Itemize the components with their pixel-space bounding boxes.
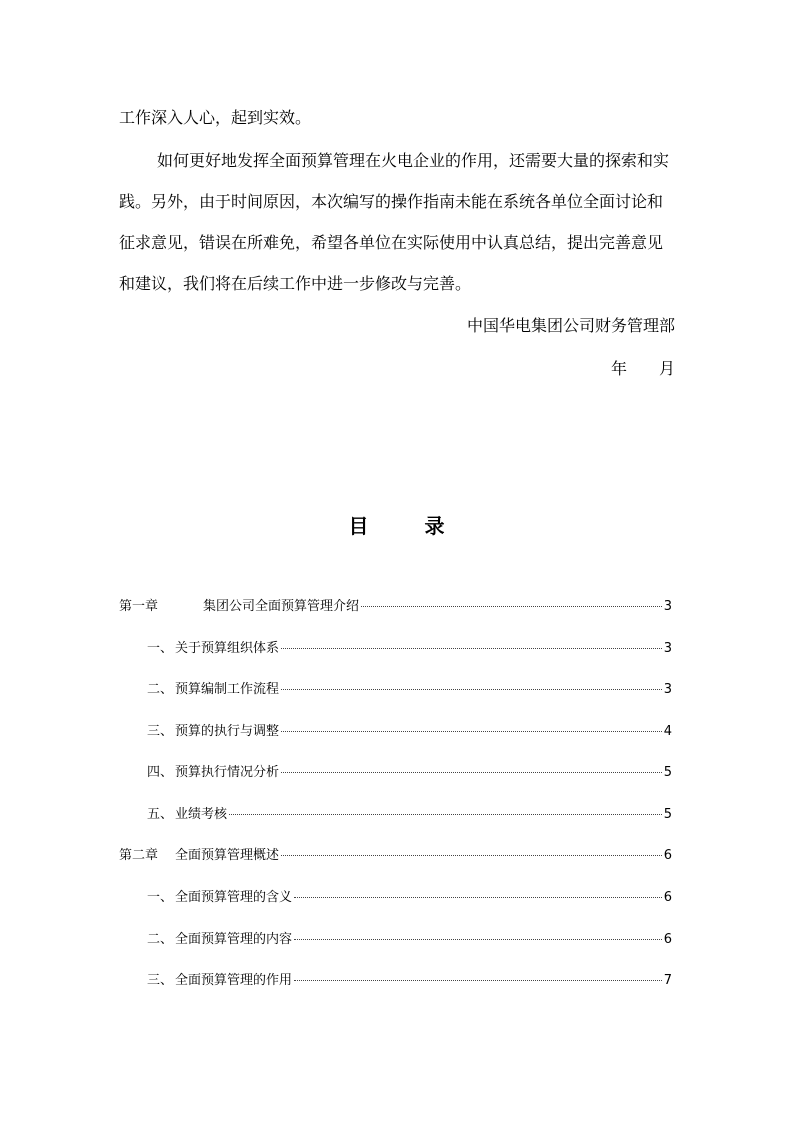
toc-page-number: 4 — [663, 724, 672, 739]
toc-entry-number: 二、 — [147, 932, 174, 947]
toc-title-char: 录 — [424, 514, 445, 538]
toc-entry-number: 一、 — [147, 890, 174, 905]
toc-dot-leader — [294, 980, 662, 981]
toc-page-number: 6 — [663, 848, 672, 863]
toc-entry-number: 一、 — [147, 641, 174, 656]
toc-dot-leader — [281, 648, 662, 649]
toc-entry-label: 全面预算管理概述 — [175, 848, 280, 863]
toc-entry-section[interactable] — [147, 723, 672, 741]
toc-entry-label: 关于预算组织体系 — [175, 641, 280, 656]
toc-page-number: 7 — [663, 973, 672, 988]
signature-date — [611, 357, 675, 381]
toc-entry-number: 三、 — [147, 724, 174, 739]
toc-entry-section[interactable] — [147, 806, 672, 824]
body-paragraph: 工作深入人心，起到实效。 — [119, 108, 312, 127]
toc-entry-number: 二、 — [147, 682, 174, 697]
toc-dot-leader — [361, 606, 662, 607]
toc-entry-label: 集团公司全面预算管理介绍 — [203, 599, 360, 614]
toc-entry-chapter-1[interactable] — [119, 598, 672, 616]
toc-dot-leader — [294, 897, 662, 898]
body-paragraph: 如何更好地发挥全面预算管理在火电企业的作用，还需要大量的探索和实践。另外，由于时间原因，本次编写的操作指南未能在系统各单位全面讨论和征求意见，错误在所难免，希望各单位在实际使用中认真总结，提出完善意见和建议，我们将在后续工作中进一步修改与完善。 — [119, 151, 670, 293]
signature-month-label: 月 — [658, 359, 675, 378]
toc-page-number: 6 — [663, 932, 672, 947]
toc-entry-number: 四、 — [147, 765, 174, 780]
toc-entry-label: 预算编制工作流程 — [175, 682, 280, 697]
toc-page-number: 5 — [663, 807, 672, 822]
toc-entry-section[interactable] — [147, 889, 672, 907]
toc-page-number: 6 — [663, 890, 672, 905]
signature-year-label: 年 — [610, 359, 627, 378]
toc-entry-section[interactable] — [147, 640, 672, 658]
toc-page-number: 3 — [663, 682, 672, 697]
toc-dot-leader — [281, 731, 662, 732]
toc-dot-leader — [281, 772, 662, 773]
toc-entry-label: 预算执行情况分析 — [175, 765, 280, 780]
toc-title — [0, 512, 793, 540]
toc-entry-chapter-2[interactable] — [119, 847, 672, 865]
toc-entry-label: 预算的执行与调整 — [175, 724, 280, 739]
toc-entry-section[interactable] — [147, 931, 672, 949]
toc-entry-section[interactable] — [147, 764, 672, 782]
toc-title-char: 目 — [348, 514, 369, 538]
toc-dot-leader — [294, 939, 662, 940]
toc-entry-label: 全面预算管理的内容 — [175, 932, 293, 947]
toc-page-number: 5 — [663, 765, 672, 780]
toc-dot-leader — [229, 814, 662, 815]
toc-dot-leader — [281, 855, 662, 856]
toc-entry-section[interactable] — [147, 972, 672, 990]
toc-entry-label: 业绩考核 — [175, 807, 228, 822]
toc-entry-section[interactable] — [147, 681, 672, 699]
signature-organization: 中国华电集团公司财务管理部 — [466, 316, 675, 335]
toc-page-number: 3 — [663, 641, 672, 656]
toc-entry-number: 三、 — [147, 973, 174, 988]
toc-page-number: 3 — [663, 599, 672, 614]
toc-entry-label: 全面预算管理的含义 — [175, 890, 293, 905]
toc-entry-number: 第二章 — [119, 848, 159, 863]
toc-entry-number: 第一章 — [119, 599, 159, 614]
toc-entry-label: 全面预算管理的作用 — [175, 973, 293, 988]
toc-dot-leader — [281, 689, 662, 690]
toc-entry-number: 五、 — [147, 807, 174, 822]
